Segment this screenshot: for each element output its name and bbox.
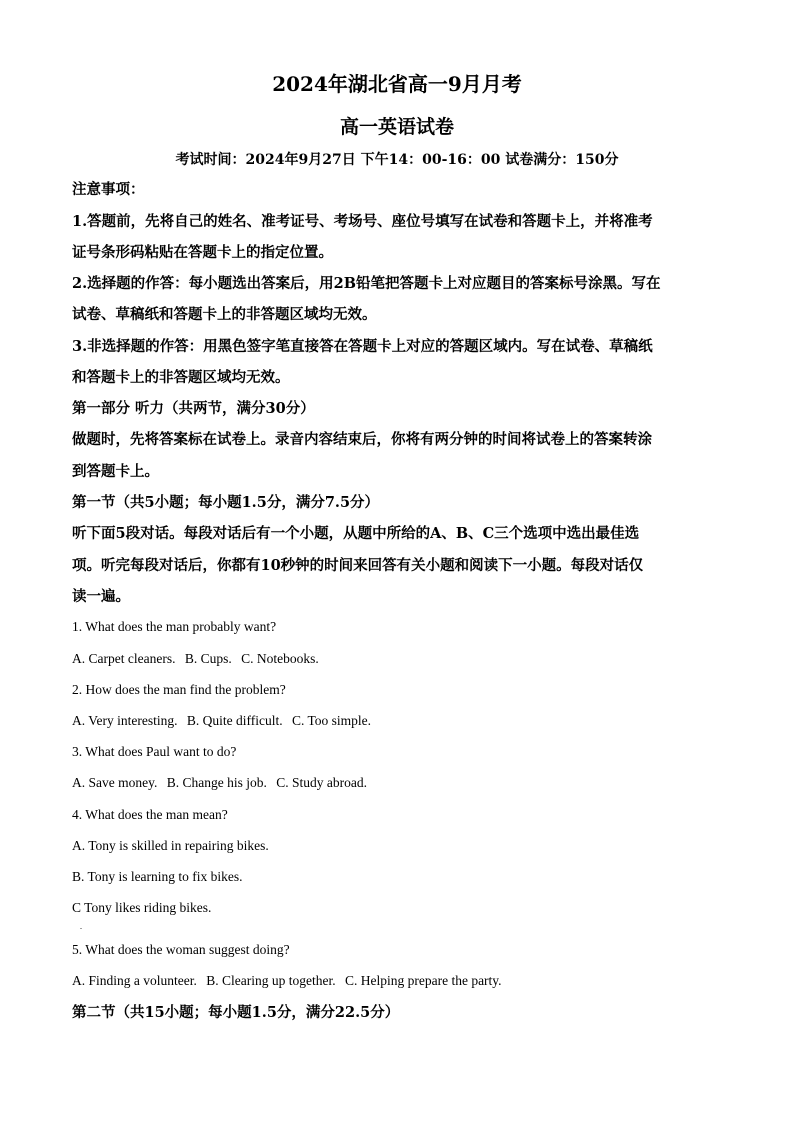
section1-intro-line-2: 项。听完每段对话后，你都有10秒钟的时间来回答有关小题和阅读下一小题。每段对话仅: [72, 557, 644, 574]
question-3-option-b: B. Change his job.: [166, 775, 267, 790]
notes-item-2-line-2: 试卷、草稿纸和答题卡上的非答题区域均无效。: [72, 306, 377, 323]
exam-title: 2024年湖北省高一9月月考: [272, 72, 522, 96]
question-3-option-a: A. Save money.: [72, 775, 158, 790]
question-5-option-b: B. Clearing up together.: [206, 973, 336, 988]
section2-heading: 第二节（共15小题；每小题1.5分，满分22.5分）: [72, 1004, 400, 1021]
part1-intro-line-1: 做题时，先将答案标在试卷上。录音内容结束后，你将有两分钟的时间将试卷上的答案转涂: [72, 431, 652, 448]
question-1-option-a: A. Carpet cleaners.: [72, 651, 176, 666]
question-3-option-c: C. Study abroad.: [276, 775, 367, 790]
section1-intro-line-1: 听下面5段对话。每段对话后有一个小题，从题中所给的A、B、C三个选项中选出最佳选: [72, 525, 640, 542]
notes-heading: 注意事项：: [72, 181, 145, 198]
exam-subtitle: 高一英语试卷: [339, 116, 454, 138]
question-1-option-c: C. Notebooks.: [241, 651, 319, 666]
question-2-option-a: A. Very interesting.: [72, 713, 178, 728]
notes-item-1-line-1: 1.答题前，先将自己的姓名、准考证号、考场号、座位号填写在试卷和答题卡上，并将准考: [72, 213, 653, 230]
question-5-option-c: C. Helping prepare the party.: [344, 973, 502, 988]
notes-item-3-line-2: 和答题卡上的非答题区域均无效。: [72, 369, 290, 386]
notes-item-1-line-2: 证号条形码粘贴在答题卡上的指定位置。: [72, 244, 333, 261]
question-4-option-a: A. Tony is skilled in repairing bikes.: [72, 838, 269, 853]
question-2-options: [72, 711, 371, 731]
question-4-option-b: B. Tony is learning to fix bikes.: [72, 869, 243, 884]
question-5-option-a: A. Finding a volunteer.: [72, 973, 197, 988]
stray-mark: .: [80, 922, 82, 931]
part1-intro-line-2: 到答题卡上。: [72, 463, 159, 480]
question-1-option-b: B. Cups.: [184, 651, 232, 666]
question-3-options: [72, 773, 367, 793]
question-3: 3. What does Paul want to do?: [72, 744, 237, 759]
notes-item-2-line-1: 2.选择题的作答：每小题选出答案后，用2B铅笔把答题卡上对应题目的答案标号涂黑。写在: [72, 275, 661, 292]
part1-heading: 第一部分 听力（共两节，满分30分）: [72, 400, 315, 417]
question-5: 5. What does the woman suggest doing?: [72, 942, 290, 957]
notes-item-3-line-1: 3.非选择题的作答：用黑色签字笔直接答在答题卡上对应的答题区域内。写在试卷、草稿纸: [72, 338, 653, 355]
question-5-options: [72, 971, 502, 991]
question-1-options: [72, 649, 319, 669]
question-4-option-c: C Tony likes riding bikes.: [72, 900, 212, 915]
exam-info: 考试时间：2024年9月27日 下午14：00-16：00 试卷满分：150分: [175, 152, 619, 168]
question-2-option-c: C. Too simple.: [291, 713, 372, 728]
section1-heading: 第一节（共5小题；每小题1.5分，满分7.5分）: [72, 494, 380, 511]
question-2-option-b: B. Quite difficult.: [186, 713, 283, 728]
question-2: 2. How does the man find the problem?: [72, 682, 286, 697]
question-4: 4. What does the man mean?: [72, 807, 228, 822]
section1-intro-line-3: 读一遍。: [72, 588, 130, 605]
question-1: 1. What does the man probably want?: [72, 619, 277, 634]
